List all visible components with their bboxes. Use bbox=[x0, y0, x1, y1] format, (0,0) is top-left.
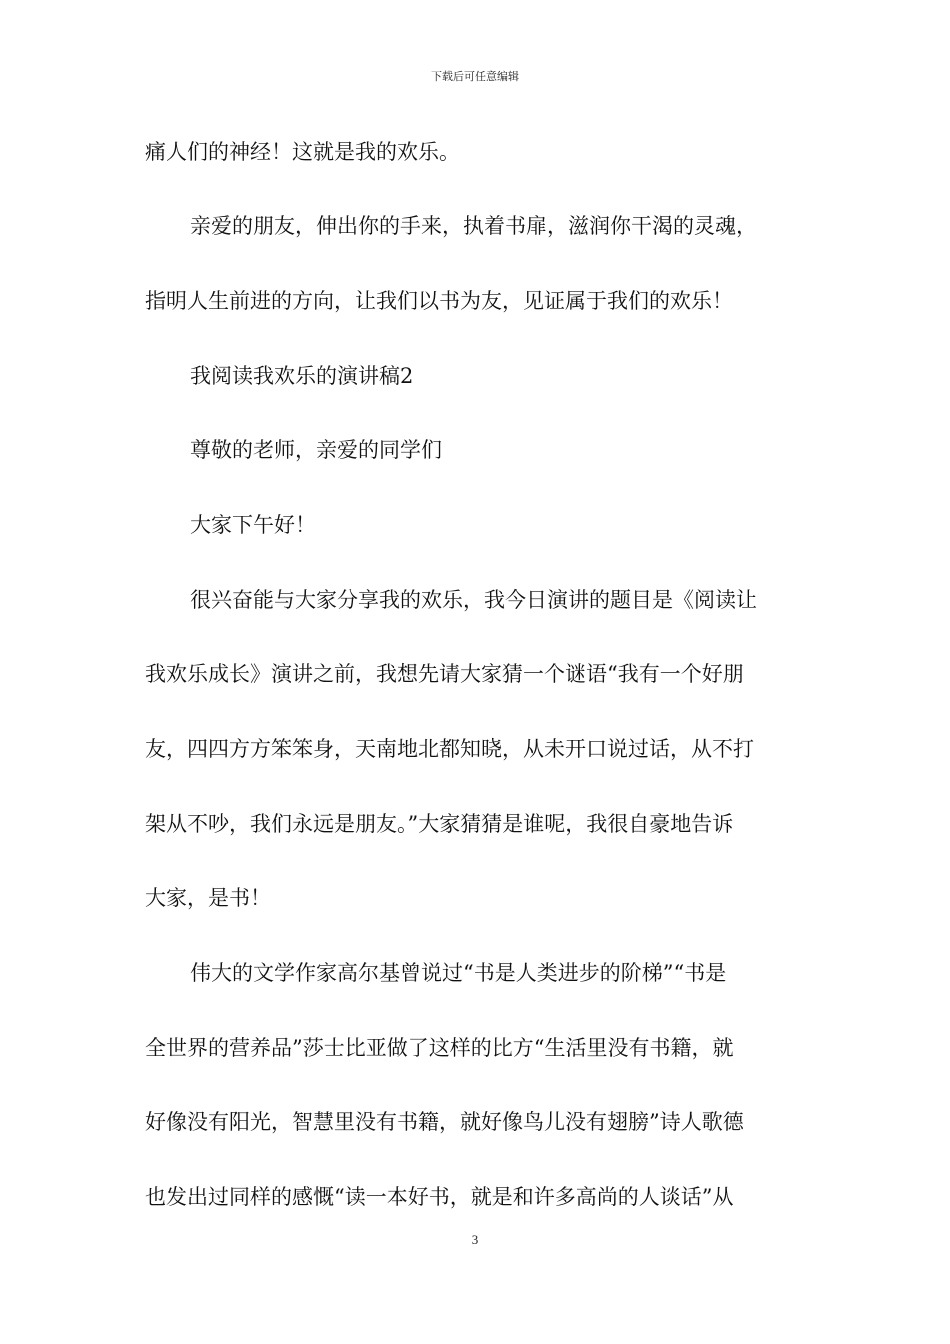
text-line: 架从不吵，我们永远是朋友。”大家猜猜是谁呢，我很自豪地告诉 bbox=[145, 812, 734, 836]
text-line: 指明人生前进的方向，让我们以书为友，见证属于我们的欢乐！ bbox=[145, 289, 733, 313]
text-line: 亲爱的朋友，伸出你的手来，执着书扉，滋润你干渴的灵魂， bbox=[190, 214, 757, 238]
page-number: 3 bbox=[471, 1232, 479, 1247]
text-line: 好像没有阳光，智慧里没有书籍，就好像鸟儿没有翅膀”诗人歌德 bbox=[145, 1110, 744, 1134]
text-line: 友，四四方方笨笨身，天南地北都知晓，从未开口说过话，从不打 bbox=[145, 737, 754, 761]
text-line: 大家下午好！ bbox=[190, 513, 316, 537]
section-heading: 我阅读我欢乐的演讲稿2 bbox=[190, 364, 414, 388]
text-line: 尊敬的老师，亲爱的同学们 bbox=[190, 438, 442, 462]
text-line: 大家，是书！ bbox=[145, 886, 271, 910]
text-line: 伟大的文学作家高尔基曾说过“书是人类进步的阶梯”“书是 bbox=[190, 961, 727, 985]
text-line: 很兴奋能与大家分享我的欢乐，我今日演讲的题目是《阅读让 bbox=[190, 588, 757, 612]
text-line: 也发出过同样的感慨“读一本好书，就是和许多高尚的人谈话”从 bbox=[145, 1185, 734, 1209]
page-header: 下载后可任意编辑 bbox=[431, 70, 519, 83]
text-line: 我欢乐成长》演讲之前，我想先请大家猜一个谜语“我有一个好朋 bbox=[145, 662, 744, 686]
text-line: 痛人们的神经！这就是我的欢乐。 bbox=[145, 140, 460, 164]
text-line: 全世界的营养品”莎士比亚做了这样的比方“生活里没有书籍，就 bbox=[145, 1036, 734, 1060]
